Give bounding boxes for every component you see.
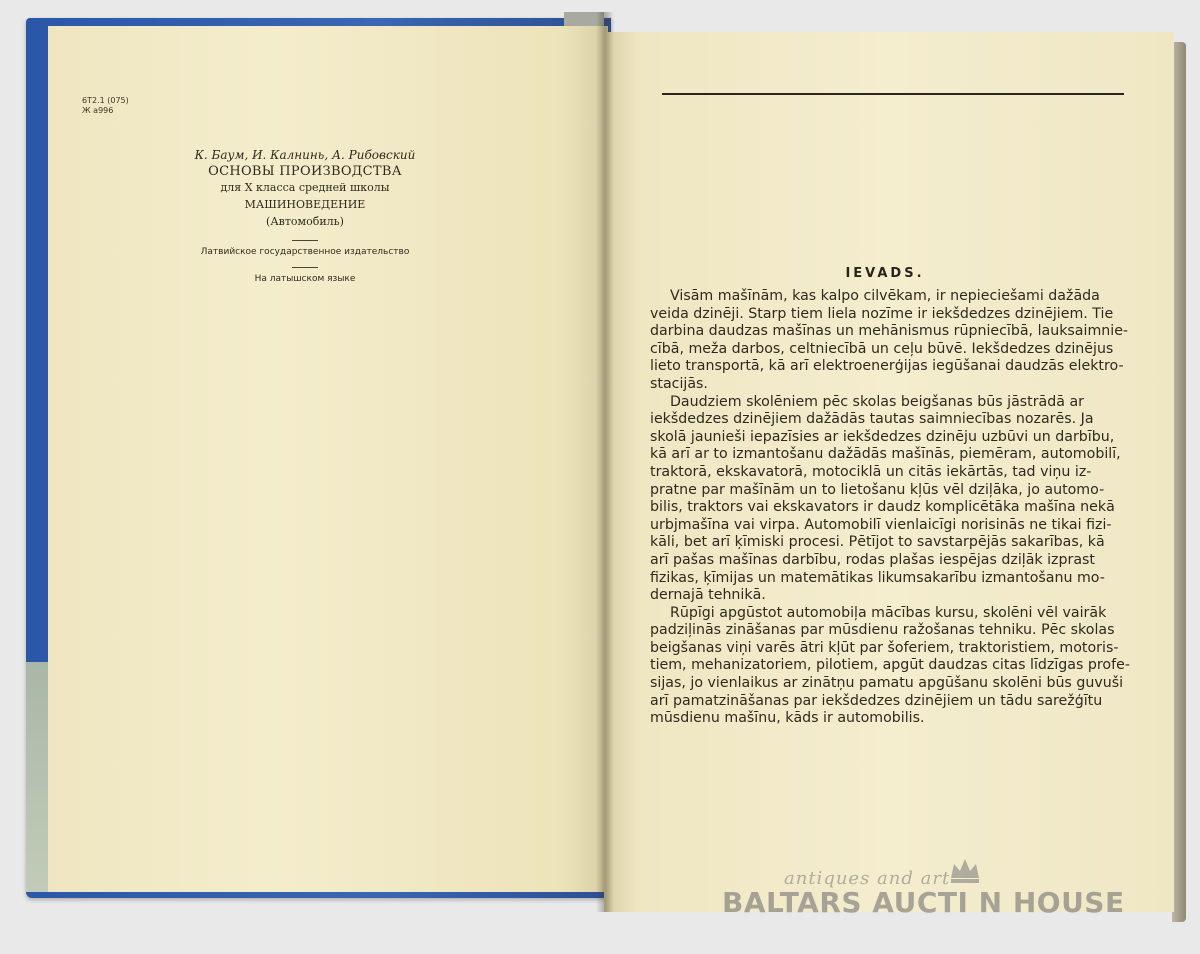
paragraph xyxy=(650,288,1129,394)
book-subject: МАШИНОВЕДЕНИЕ xyxy=(244,198,366,211)
text-line: Daudziem skolēniem pēc skolas beigšanas būs jāstrādā ar xyxy=(670,393,1084,410)
text-line: iekšdedzes dzinējiem dažādās tautas saimniecības nozarēs. Ja xyxy=(650,411,1094,428)
book-subject-note: (Автомобиль) xyxy=(266,215,344,228)
text-line: kā arī ar to izmantošanu dažādās mašīnās, piemēram, automobilī, xyxy=(650,446,1121,463)
page-stack-edge xyxy=(1172,42,1186,922)
text-line: pratne par mašīnām un to lietošanu kļūs vēl dziļāka, jo automo- xyxy=(650,481,1105,498)
text-line: darbina daudzas mašīnas un mehānismus rūpniecībā, lauksaimnie- xyxy=(650,323,1129,340)
text-line: arī pašas mašīnas darbību, rodas plašas iespējas dziļāk izprast xyxy=(650,551,1095,568)
language-note: На латышском языке xyxy=(254,274,356,284)
text-line: mūsdienu mašīnu, kāds ir automobilis. xyxy=(650,710,925,727)
text-line: kāli, bet arī ķīmiski procesi. Pētījot to savstarpējās sakarības, kā xyxy=(650,534,1105,551)
code-line-2: Ж а996 xyxy=(82,106,114,115)
chapter-heading: IEVADS. xyxy=(845,266,925,281)
text-line: dernajā tehnikā. xyxy=(650,587,766,604)
book-gutter xyxy=(596,12,614,912)
text-line: urbjmašīna vai virpa. Automobilī vienlaicīgi norisinās ne tikai fizi- xyxy=(650,516,1112,533)
watermark-brand: BALTARS AUCTI N HOUSE xyxy=(722,886,1125,919)
text-line: Rūpīgi apgūstot automobiļa mācības kursu, skolēni vēl vairāk xyxy=(670,604,1107,621)
text-line: stacijās. xyxy=(650,375,708,392)
authors: К. Баум, И. Калнинь, А. Рибовский xyxy=(194,148,416,162)
classification-code xyxy=(82,96,129,116)
text-line: tiem, mehanizatoriem, pilotiem, apgūt daudzas citas līdzīgas profe- xyxy=(650,657,1130,674)
text-line: beigšanas viņi varēs ātri kļūt par šoferiem, traktoristiem, motoris- xyxy=(650,639,1119,656)
text-line: Visām mašīnām, kas kalpo cilvēkam, ir nepieciešami dažāda xyxy=(670,288,1100,304)
book-title: ОСНОВЫ ПРОИЗВОДСТВА xyxy=(208,164,402,179)
paragraph xyxy=(650,604,1130,728)
watermark-tagline: antiques and art xyxy=(784,868,951,889)
imprint-block xyxy=(165,148,445,284)
publisher: Латвийское государственное издательство xyxy=(200,247,410,257)
text-line: cībā, meža darbos, celtniecībā un ceļu būvē. Iekšdedzes dzinējus xyxy=(650,340,1114,357)
header-rule xyxy=(662,93,1124,95)
text-line: padziļinās zināšanas par mūsdienu ražošanas tehniku. Pēc skolas xyxy=(650,622,1115,639)
introduction-text xyxy=(650,288,1130,728)
divider xyxy=(292,267,318,268)
text-line: lieto transportā, kā arī elektroenerģijas iegūšanai daudzās elektro- xyxy=(650,358,1124,375)
divider xyxy=(292,240,318,241)
crown-logo xyxy=(948,856,982,884)
text-line: bilis, traktors vai ekskavators ir daudz komplicētāka mašīna nekā xyxy=(650,499,1115,516)
text-line: traktorā, ekskavatorā, motociklā un citās iekārtās, tad viņu iz- xyxy=(650,463,1092,480)
text-line: fizikas, ķīmijas un matemātikas likumsakarību izmantošanu mo- xyxy=(650,569,1105,586)
paragraph xyxy=(650,394,1122,605)
code-line-1: 6T2.1 (075) xyxy=(82,96,129,105)
text-line: arī pamatzināšanas par iekšdedzes dzinējiem un tādu sarežģītu xyxy=(650,692,1103,709)
book-subtitle: для X класса средней школы xyxy=(220,181,390,194)
text-line: veida dzinēji. Starp tiem liela nozīme ir iekšdedzes dzinējiem. Tie xyxy=(650,305,1114,322)
text-line: sijas, jo vienlaikus ar zinātņu pamatu apgūšanu skolēni būs guvuši xyxy=(650,675,1124,692)
text-line: skolā jaunieši iepazīsies ar iekšdedzes dzinēju uzbūvi un darbību, xyxy=(650,428,1115,445)
